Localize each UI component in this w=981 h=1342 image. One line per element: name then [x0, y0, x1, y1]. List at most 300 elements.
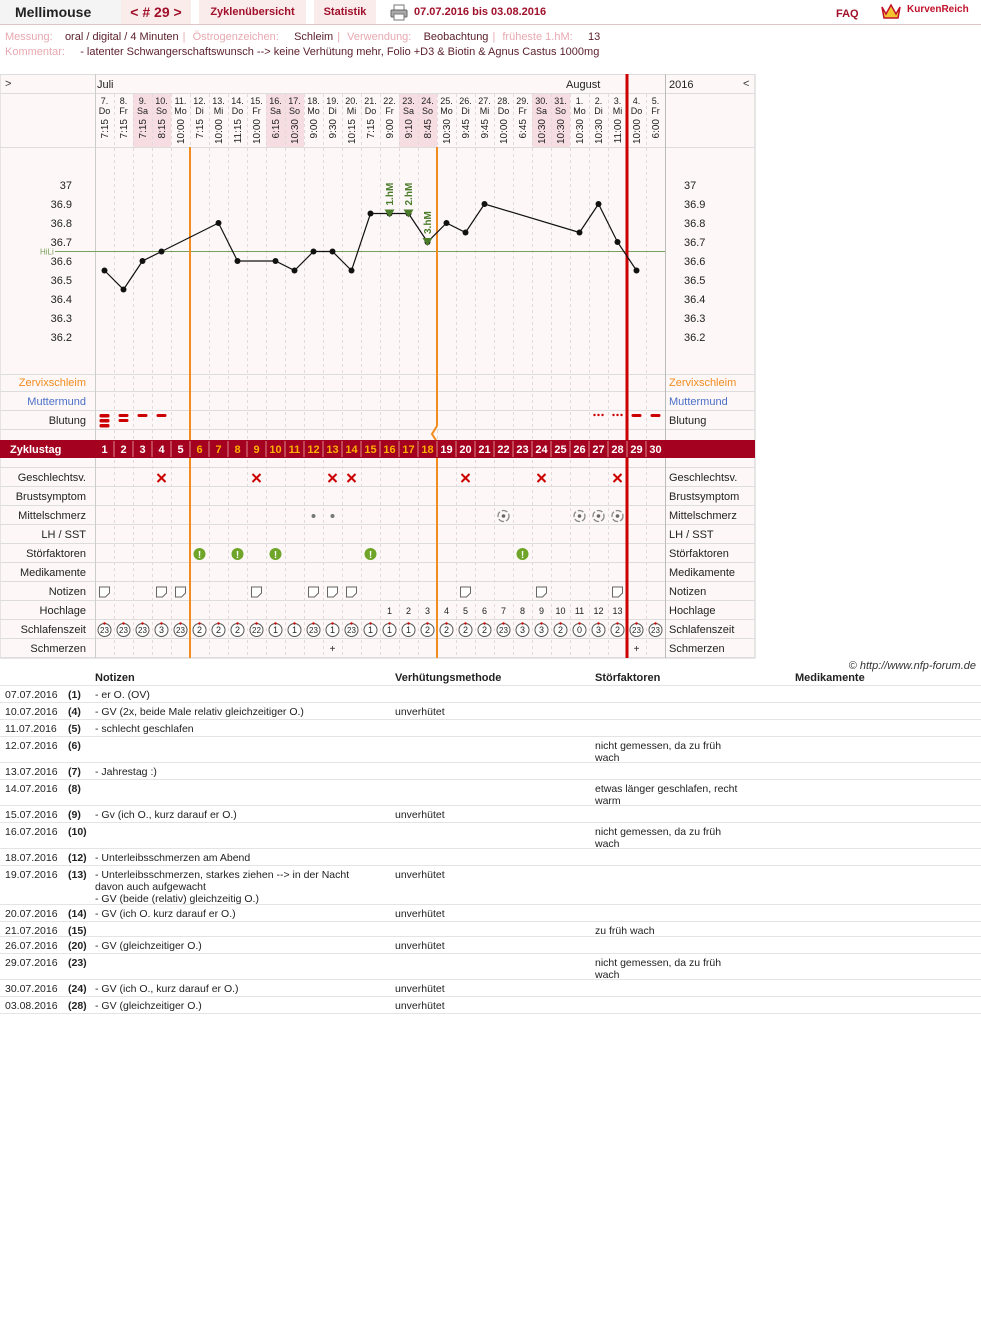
tab-zyklenuebersicht[interactable]: Zyklenübersicht	[199, 0, 306, 24]
note-date: 15.07.2016	[5, 809, 58, 821]
note-text: - GV (gleichzeitiger O.)	[95, 940, 202, 952]
cycle-day-label: 20	[459, 444, 472, 456]
note-text: - GV (ich O. kurz darauf er O.)	[95, 908, 236, 920]
oestrogen-value: Schleim	[294, 31, 334, 43]
date-label: 24.	[421, 96, 434, 106]
weekday-label: Fr	[518, 106, 527, 116]
date-label: 28.	[497, 96, 510, 106]
note-text: - Jahrestag :)	[95, 766, 157, 778]
note-day: (9)	[68, 809, 81, 821]
time-label: 8:15	[157, 119, 168, 139]
note-text: - Unterleibsschmerzen, starkes ziehen --> in der Nacht davon auch aufgewacht - GV (beide (relativ) gleichzeitig O.)	[95, 869, 350, 905]
faq-link[interactable]: FAQ	[836, 8, 859, 20]
sleep-hour: 2	[443, 625, 450, 635]
note-date: 30.07.2016	[5, 983, 58, 995]
sleep-clock-marker	[255, 622, 257, 624]
time-label: 10:15	[347, 119, 358, 145]
time-label: 6:00	[651, 119, 662, 139]
cycle-day-label: 10	[269, 444, 282, 456]
bleeding-medium	[119, 419, 129, 422]
hm-value: 13	[587, 31, 601, 43]
note-day: (28)	[68, 1000, 87, 1012]
col-notizen: Notizen	[95, 672, 135, 684]
date-label: 29.	[516, 96, 529, 106]
cycle-day-label: 4	[158, 444, 165, 456]
verwendung-label: Verwendung:	[347, 31, 412, 43]
note-row	[0, 779, 981, 806]
y-tick-label: 37	[59, 180, 72, 192]
date-label: 8.	[119, 96, 128, 106]
sleep-hour: 2	[234, 625, 241, 635]
temperature-point	[292, 268, 298, 274]
col-medikamente: Medikamente	[795, 672, 865, 684]
weekday-label: Di	[328, 106, 337, 116]
note-text: - er O. (OV)	[95, 689, 150, 701]
weekday-label: Mi	[479, 106, 490, 116]
time-label: 10:00	[252, 119, 263, 145]
date-range: 07.07.2016 bis 03.08.2016	[414, 6, 547, 18]
note-row	[0, 736, 981, 763]
note-day: (23)	[68, 957, 87, 969]
date-label: 25.	[440, 96, 453, 106]
year-label: 2016	[669, 79, 694, 91]
note-row	[0, 848, 981, 866]
note-date: 18.07.2016	[5, 852, 58, 864]
row-label-schmerzen: Schmerzen	[30, 643, 86, 655]
time-label: 9:10	[404, 119, 415, 139]
weekday-label: Di	[461, 106, 470, 116]
temperature-point	[140, 258, 146, 264]
sleep-hour: 1	[291, 625, 298, 635]
note-text: - schlecht geschlafen	[95, 723, 194, 735]
weekday-label: Fr	[385, 106, 394, 116]
cycle-day-label: 7	[215, 444, 222, 456]
note-method: unverhütet	[395, 1000, 445, 1012]
bleeding-light	[157, 414, 167, 417]
weekday-label: Sa	[402, 106, 415, 116]
note-day: (8)	[68, 783, 81, 795]
time-label: 10:30	[290, 119, 301, 145]
bleeding-spotting	[601, 414, 603, 416]
cycle-day-label: 15	[364, 444, 377, 456]
cycle-day-label: 6	[196, 444, 203, 456]
temperature-point	[444, 220, 450, 226]
temperature-point	[615, 239, 621, 245]
weekday-label: Di	[594, 106, 603, 116]
stoerfaktor-mark: !	[197, 550, 202, 561]
schmerzen-mark: +	[329, 644, 336, 655]
date-label: 14.	[231, 96, 244, 106]
weekday-label: Mi	[213, 106, 224, 116]
row-label-right-muttermund: Muttermund	[669, 396, 728, 408]
note-stoer: zu früh wach	[595, 925, 655, 937]
temperature-point	[273, 258, 279, 264]
date-label: 26.	[459, 96, 472, 106]
hochlage-number: 9	[538, 606, 545, 616]
date-label: 23.	[402, 96, 415, 106]
note-stoer: etwas länger geschlafen, recht warm	[595, 783, 738, 807]
row-label-lh: LH / SST	[41, 529, 86, 541]
note-day: (20)	[68, 940, 87, 952]
y-tick-label: 36.8	[50, 218, 72, 230]
mittelschmerz-dot	[331, 514, 335, 518]
temperature-point	[330, 249, 336, 255]
sleep-hour: 2	[196, 625, 203, 635]
weekday-label: Mo	[573, 106, 586, 116]
note-day: (5)	[68, 723, 81, 735]
date-label: 3.	[613, 96, 622, 106]
weekday-label: Mo	[174, 106, 187, 116]
sleep-hour: 23	[651, 626, 660, 635]
weekday-label: Sa	[136, 106, 149, 116]
cycle-day-label: 9	[253, 444, 260, 456]
note-method: unverhütet	[395, 869, 445, 881]
note-row	[0, 702, 981, 720]
hochlage-number: 6	[481, 606, 488, 616]
cycle-day-label: 21	[478, 444, 491, 456]
y-tick-label-right: 36.7	[684, 237, 706, 249]
cycle-day-label: 24	[535, 444, 548, 456]
note-date: 13.07.2016	[5, 766, 58, 778]
crown-icon	[880, 2, 902, 20]
time-label: 10:30	[575, 119, 586, 145]
divider	[0, 24, 981, 25]
temperature-point	[102, 268, 108, 274]
note-date: 20.07.2016	[5, 908, 58, 920]
sleep-hour: 23	[499, 626, 508, 635]
bleeding-light	[632, 414, 642, 417]
mittelschmerz-icon-center	[616, 514, 620, 518]
tab-statistik[interactable]: Statistik	[314, 0, 376, 24]
row-label-right-medi: Medikamente	[669, 567, 736, 579]
sleep-hour: 23	[347, 626, 356, 635]
weekday-label: Do	[497, 106, 510, 116]
cycle-day-label: 5	[177, 444, 184, 456]
sleep-hour: 23	[119, 626, 128, 635]
row-label-right-lh: LH / SST	[669, 529, 714, 541]
temperature-point	[235, 258, 241, 264]
bleeding-spotting	[620, 414, 622, 416]
row-label-notizen: Notizen	[48, 586, 86, 598]
row-label-right-notizen: Notizen	[669, 586, 707, 598]
chart-background	[0, 74, 755, 658]
note-method: unverhütet	[395, 706, 445, 718]
y-tick-label-right: 36.2	[684, 332, 706, 344]
time-label: 7:15	[100, 119, 111, 139]
date-label: 20.	[345, 96, 358, 106]
note-method: unverhütet	[395, 940, 445, 952]
temperature-point	[577, 230, 583, 236]
note-date: 03.08.2016	[5, 1000, 58, 1012]
cycle-day-label: 17	[402, 444, 415, 456]
weekday-label: Fr	[119, 106, 128, 116]
hochlage-number: 2	[405, 606, 412, 616]
note-date: 14.07.2016	[5, 783, 58, 795]
sleep-clock-marker	[654, 622, 656, 624]
cycle-day-label: 22	[497, 444, 510, 456]
note-day: (10)	[68, 826, 87, 838]
note-date: 11.07.2016	[5, 723, 57, 735]
sleep-hour: 23	[632, 626, 641, 635]
date-label: 4.	[632, 96, 641, 106]
bleeding-medium	[119, 414, 129, 417]
note-stoer: nicht gemessen, da zu früh wach	[595, 740, 722, 764]
note-day: (24)	[68, 983, 87, 995]
note-date: 10.07.2016	[5, 706, 58, 718]
note-row	[0, 953, 981, 980]
row-label-right-hochlage: Hochlage	[669, 605, 716, 617]
cycle-day-label: 14	[345, 444, 358, 456]
time-label: 10:00	[499, 119, 510, 145]
sleep-clock-marker	[141, 622, 143, 624]
cycle-day-label: 16	[383, 444, 396, 456]
row-label-stoer: Störfaktoren	[26, 548, 86, 560]
temperature-point	[463, 230, 469, 236]
sleep-clock-marker	[502, 622, 504, 624]
sleep-clock-marker	[179, 622, 181, 624]
cycle-day-label: 25	[554, 444, 567, 456]
temperature-point	[159, 249, 165, 255]
y-tick-label: 36.3	[50, 313, 72, 325]
cycle-day-label: 18	[421, 444, 434, 456]
nav-next-button[interactable]: <	[743, 78, 750, 90]
note-method: unverhütet	[395, 983, 445, 995]
cycle-nav[interactable]: < # 29 >	[121, 0, 191, 24]
bleeding-heavy	[100, 424, 110, 428]
zyklustag-label: Zyklustag	[10, 444, 62, 456]
time-label: 11:00	[613, 119, 624, 144]
hochlage-number: 11	[574, 606, 585, 616]
cycle-chart	[0, 74, 756, 660]
weekday-label: Do	[364, 106, 377, 116]
date-label: 11.	[174, 96, 187, 106]
note-row	[0, 921, 981, 937]
hm-label: 3.hM	[423, 211, 434, 234]
weekday-label: Do	[630, 106, 643, 116]
time-label: 10:30	[442, 119, 453, 145]
date-label: 2.	[594, 96, 603, 106]
date-label: 27.	[478, 96, 491, 106]
time-label: 9:00	[385, 119, 396, 139]
cycle-day-label: 28	[611, 444, 624, 456]
y-tick-label: 36.2	[50, 332, 72, 344]
time-label: 10:30	[594, 119, 605, 145]
bleeding-spotting	[616, 414, 618, 416]
temperature-point	[482, 201, 488, 207]
weekday-label: Sa	[269, 106, 282, 116]
y-tick-label: 36.9	[50, 199, 72, 211]
hochlage-number: 10	[555, 606, 566, 616]
date-label: 30.	[535, 96, 548, 106]
hochlage-number: 4	[443, 606, 450, 616]
y-tick-label-right: 36.5	[684, 275, 706, 287]
time-label: 10:00	[176, 119, 187, 145]
cycle-day-label: 1	[101, 444, 108, 456]
note-row	[0, 719, 981, 737]
time-label: 11:15	[233, 119, 244, 144]
weekday-label: Mi	[346, 106, 357, 116]
y-tick-label: 36.6	[50, 256, 72, 268]
stoerfaktor-mark: !	[520, 550, 525, 561]
hochlage-number: 1	[386, 606, 393, 616]
note-day: (6)	[68, 740, 81, 752]
weekday-label: Do	[231, 106, 244, 116]
date-label: 7.	[100, 96, 109, 106]
y-tick-label: 36.4	[50, 294, 72, 306]
printer-icon[interactable]	[390, 3, 408, 21]
row-label-right-schmerzen: Schmerzen	[669, 643, 725, 655]
cycle-day-label: 23	[516, 444, 529, 456]
hm-label: früheste 1.hM:	[502, 31, 573, 43]
temperature-point	[311, 249, 317, 255]
row-label-medi: Medikamente	[19, 567, 86, 579]
date-label: 16.	[269, 96, 282, 106]
copyright: © http://www.nfp-forum.de	[848, 660, 976, 672]
row-label-right-stoer: Störfaktoren	[669, 548, 729, 560]
hochlage-number: 5	[462, 606, 469, 616]
sleep-hour: 3	[538, 625, 545, 635]
time-label: 7:15	[366, 119, 377, 139]
note-text: - Gv (ich O., kurz darauf er O.)	[95, 809, 237, 821]
hochlage-number: 3	[424, 606, 431, 616]
month-label: Juli	[97, 79, 114, 91]
time-label: 7:15	[119, 119, 130, 139]
weekday-label: Mi	[612, 106, 623, 116]
note-row	[0, 904, 981, 922]
bleeding-heavy	[100, 419, 110, 423]
cycle-day-label: 11	[288, 444, 301, 456]
note-text: - GV (gleichzeitiger O.)	[95, 1000, 202, 1012]
col-verhuetung: Verhütungsmethode	[395, 672, 502, 684]
cycle-day-label: 26	[573, 444, 586, 456]
row-label-gv: Geschlechtsv.	[17, 472, 86, 484]
note-text: - GV (ich O., kurz darauf er O.)	[95, 983, 239, 995]
sleep-clock-marker	[312, 622, 314, 624]
y-tick-label-right: 36.4	[684, 294, 706, 306]
oestrogen-label: Östrogenzeichen:	[192, 31, 279, 43]
row-label-right-schlaf: Schlafenszeit	[669, 624, 735, 636]
row-label-right-mittel: Mittelschmerz	[669, 510, 737, 522]
note-day: (15)	[68, 925, 87, 937]
y-tick-label-right: 37	[684, 180, 697, 192]
note-day: (13)	[68, 869, 87, 881]
time-label: 10:00	[214, 119, 225, 145]
y-tick-label-right: 36.3	[684, 313, 706, 325]
weekday-label: Sa	[535, 106, 548, 116]
row-label-brust: Brustsymptom	[15, 491, 86, 503]
weekday-label: Mo	[307, 106, 320, 116]
weekday-label: Fr	[651, 106, 660, 116]
time-label: 9:45	[480, 119, 491, 139]
y-tick-label-right: 36.9	[684, 199, 706, 211]
note-row	[0, 822, 981, 849]
sleep-hour: 3	[519, 625, 526, 635]
sleep-hour: 2	[424, 625, 431, 635]
date-label: 31.	[554, 96, 567, 106]
row-label-right-gv: Geschlechtsv.	[669, 472, 738, 484]
sleep-clock-marker	[122, 622, 124, 624]
hochlage-number: 7	[500, 606, 507, 616]
temperature-point	[349, 268, 355, 274]
bleeding-spotting	[612, 414, 614, 416]
row-label-muttermund: Muttermund	[27, 396, 86, 408]
note-stoer: nicht gemessen, da zu früh wach	[595, 957, 722, 981]
sleep-hour: 1	[329, 625, 336, 635]
sleep-clock-marker	[350, 622, 352, 624]
sleep-hour: 1	[367, 625, 374, 635]
kommentar-value: - latenter Schwangerschaftswunsch --> keine Verhütung mehr, Folio +D3 & Biotin & Agnus Castus 1000mg	[80, 46, 600, 58]
y-tick-label-right: 36.8	[684, 218, 706, 230]
mittelschmerz-icon-center	[502, 514, 506, 518]
time-label: 10:30	[556, 119, 567, 145]
meta-line: Messung: oral / digital / 4 Minuten | Östrogenzeichen: Schleim | Verwendung: Beobachtung | früheste 1.hM: 13	[5, 31, 601, 43]
cycle-day-label: 8	[234, 444, 241, 456]
time-label: 7:15	[195, 119, 206, 139]
sleep-hour: 2	[462, 625, 469, 635]
date-label: 22.	[383, 96, 396, 106]
note-day: (12)	[68, 852, 87, 864]
note-row	[0, 996, 981, 1014]
col-stoerfaktoren: Störfaktoren	[595, 672, 661, 684]
sleep-hour: 3	[595, 625, 602, 635]
bleeding-spotting	[593, 414, 595, 416]
note-day: (14)	[68, 908, 87, 920]
weekday-label: Do	[98, 106, 111, 116]
cycle-day-label: 27	[592, 444, 605, 456]
date-label: 1.	[575, 96, 584, 106]
temperature-point	[596, 201, 602, 207]
time-label: 7:15	[138, 119, 149, 139]
sleep-hour: 0	[576, 625, 583, 635]
note-text: - GV (2x, beide Male relativ gleichzeitiger O.)	[95, 706, 304, 718]
time-label: 10:30	[537, 119, 548, 145]
temperature-point	[121, 287, 127, 293]
cycle-day-label: 3	[139, 444, 146, 456]
nav-prev-button[interactable]: >	[5, 78, 12, 90]
time-label: 9:45	[461, 119, 472, 139]
sleep-hour: 2	[481, 625, 488, 635]
time-label: 6:15	[271, 119, 282, 139]
weekday-label: So	[554, 106, 567, 116]
date-label: 21.	[364, 96, 377, 106]
cycle-day-label: 12	[307, 444, 320, 456]
brand-logo[interactable]: KurvenReich	[907, 4, 969, 15]
sleep-hour: 1	[405, 625, 412, 635]
sleep-hour: 23	[100, 626, 109, 635]
mittelschmerz-icon-center	[578, 514, 582, 518]
note-text: - Unterleibsschmerzen am Abend	[95, 852, 251, 864]
temperature-point	[634, 268, 640, 274]
cycle-day-label: 19	[440, 444, 453, 456]
date-label: 12.	[193, 96, 206, 106]
row-label-right-zervix: Zervixschleim	[669, 377, 737, 389]
note-row	[0, 685, 981, 703]
messung-label: Messung:	[5, 31, 53, 43]
note-day: (4)	[68, 706, 81, 718]
sleep-hour: 2	[614, 625, 621, 635]
hm-label: 2.hM	[404, 182, 415, 206]
weekday-label: So	[421, 106, 434, 116]
date-label: 13.	[212, 96, 225, 106]
time-label: 10:00	[632, 119, 643, 145]
sleep-hour: 3	[158, 625, 165, 635]
user-name: Mellimouse	[0, 0, 127, 24]
sleep-hour: 2	[557, 625, 564, 635]
row-label-right-brust: Brustsymptom	[669, 491, 740, 503]
note-date: 19.07.2016	[5, 869, 58, 881]
cycle-day-label: 13	[326, 444, 339, 456]
sleep-hour: 1	[386, 625, 393, 635]
